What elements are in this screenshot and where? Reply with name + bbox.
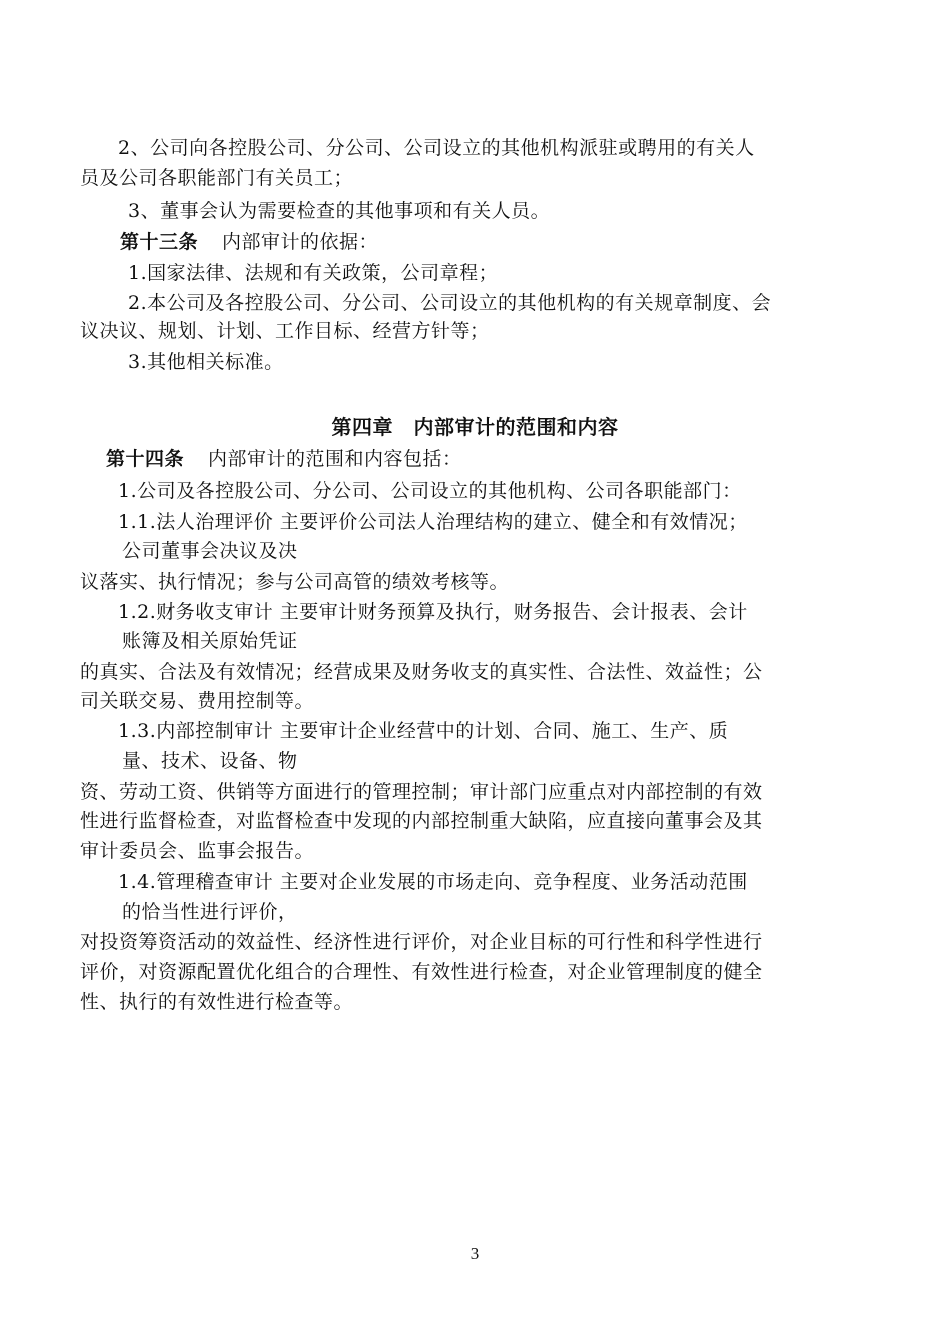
- text-line: 1.1.法人治理评价 主要评价公司法人治理结构的建立、健全和有效情况；: [118, 511, 748, 533]
- article-14-heading: [106, 444, 462, 474]
- article-title: 第十三条: [120, 231, 199, 253]
- text-line: 性进行监督检查，对监督检查中发现的内部控制重大缺陷，应直接向董事会及其: [80, 810, 763, 832]
- text-line: 性、执行的有效性进行检查等。: [80, 991, 354, 1013]
- text-line: 1.3.内部控制审计 主要审计企业经营中的计划、合同、施工、生产、质: [118, 720, 729, 742]
- text-line: 账簿及相关原始凭证: [122, 630, 298, 652]
- text-line: 对投资筹资活动的效益性、经济性进行评价，对企业目标的可行性和科学性进行: [80, 931, 763, 953]
- text-line: 议落实、执行情况；参与公司高管的绩效考核等。: [80, 571, 510, 593]
- text-line: 资、劳动工资、供销等方面进行的管理控制；审计部门应重点对内部控制的有效: [80, 781, 763, 803]
- text-line: 2.本公司及各控股公司、分公司、公司设立的其他机构的有关规章制度、会: [128, 292, 772, 314]
- text-line: 1.4.管理稽查审计 主要对企业发展的市场走向、竞争程度、业务活动范围: [118, 871, 748, 893]
- text-line: 1.2.财务收支审计 主要审计财务预算及执行，财务报告、会计报表、会计: [118, 601, 748, 623]
- text-line: 司关联交易、费用控制等。: [80, 690, 315, 712]
- text-line: 1.公司及各控股公司、分公司、公司设立的其他机构、公司各职能部门：: [118, 480, 742, 502]
- text-line: 3.其他相关标准。: [128, 351, 284, 373]
- chapter-heading: 第四章 内部审计的范围和内容: [331, 415, 619, 439]
- text-line: 2、公司向各控股公司、分公司、公司设立的其他机构派驻或聘用的有关人: [118, 137, 755, 159]
- text-line: 公司董事会决议及决: [122, 540, 298, 562]
- page-number: 3: [470, 1244, 480, 1263]
- text-line: 量、技术、设备、物: [122, 750, 298, 772]
- text-line: 的恰当性进行评价，: [122, 901, 298, 923]
- article-title: 第十四条: [106, 448, 185, 470]
- article-text: 内部审计的依据：: [222, 231, 379, 253]
- text-line: 评价，对资源配置优化组合的合理性、有效性进行检查，对企业管理制度的健全: [80, 961, 763, 983]
- text-line: 议决议、规划、计划、工作目标、经营方针等；: [80, 320, 490, 342]
- text-line: 审计委员会、监事会报告。: [80, 840, 315, 862]
- text-line: 的真实、合法及有效情况；经营成果及财务收支的真实性、合法性、效益性；公: [80, 661, 763, 683]
- text-line: 员及公司各职能部门有关员工；: [80, 167, 354, 189]
- text-line: 3、董事会认为需要检查的其他事项和有关人员。: [128, 200, 551, 222]
- article-13-heading: [120, 227, 378, 257]
- text-line: 1.国家法律、法规和有关政策，公司章程；: [128, 262, 499, 284]
- article-text: 内部审计的范围和内容包括：: [208, 448, 462, 470]
